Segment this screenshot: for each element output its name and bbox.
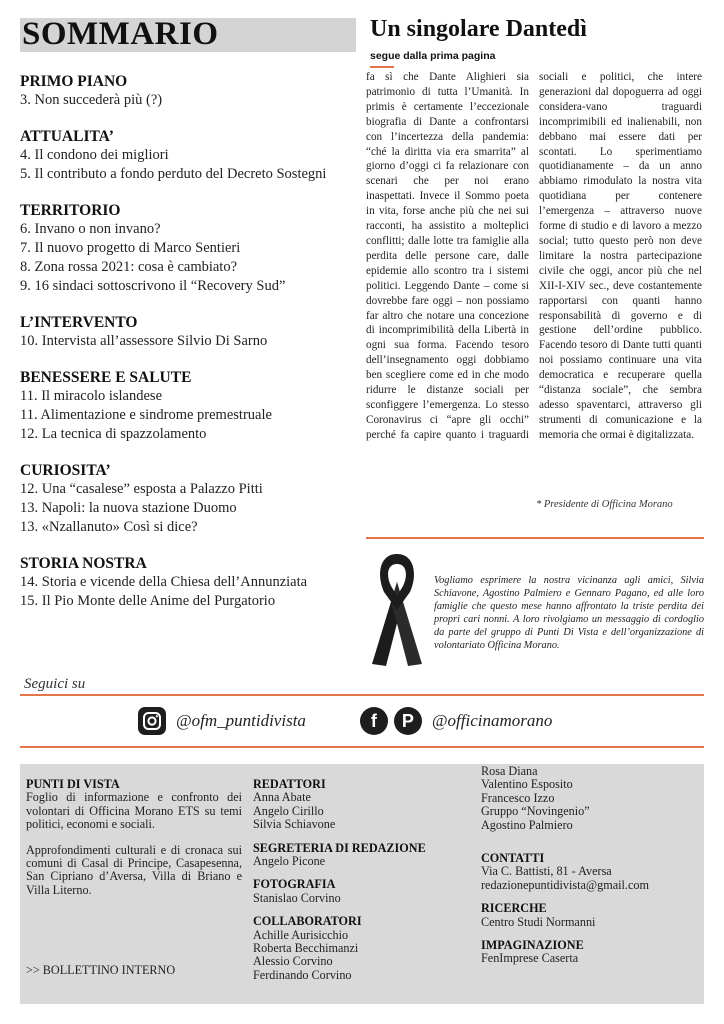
toc-item[interactable]: 12. Una “casalese” esposta a Palazzo Pitti: [20, 481, 263, 497]
staff-name: Silvia Schiavone: [253, 817, 336, 832]
toc-section-curiosita: [20, 461, 360, 537]
follow-us-label: Seguici su: [24, 676, 86, 692]
article-subtitle: segue dalla prima pagina: [370, 50, 496, 62]
instagram-handle[interactable]: @ofm_puntidivista: [176, 711, 306, 730]
staff-name: Anna Abate: [253, 790, 311, 805]
bollettino-label: >> BOLLETTINO INTERNO: [26, 963, 176, 977]
punti-di-vista-title: PUNTI DI VISTA: [26, 777, 120, 791]
toc-item[interactable]: 15. Il Pio Monte delle Anime del Purgatorio: [20, 593, 276, 609]
masthead-col-1: [26, 778, 242, 897]
instagram-icon[interactable]: [138, 707, 166, 735]
staff-name: Agostino Palmiero: [481, 817, 573, 832]
divider-line: [366, 537, 704, 539]
mourning-ribbon-icon: [366, 552, 428, 666]
sommario-header: [20, 18, 356, 52]
fotografia-title: FOTOGRAFIA: [253, 877, 336, 892]
punti-di-vista-coverage: Approfondimenti culturali e di cronaca sui comuni di Casal di Principe, Casapesenna, San Cipriano d’Aversa, Villa di Briano e Villa Literno.: [26, 842, 242, 897]
staff-name: FenImprese Caserta: [481, 951, 579, 966]
staff-name: Alessio Corvino: [253, 954, 333, 969]
toc-item[interactable]: 4. Il condono dei migliori: [20, 147, 169, 163]
toc-section-territorio: [20, 201, 360, 296]
collaboratori-title: COLLABORATORI: [253, 914, 362, 929]
staff-name: Gruppo “Novingenio”: [481, 804, 590, 819]
toc-item[interactable]: 13. «Nzallanuto» Così si dice?: [20, 519, 198, 535]
toc-item[interactable]: 10. Intervista all’assessore Silvio Di Sarno: [20, 333, 268, 349]
staff-name: Angelo Cirillo: [253, 803, 324, 818]
toc-section-primo-piano: [20, 72, 360, 110]
toc-section-intervento: [20, 313, 360, 351]
toc-section-benessere: [20, 368, 360, 444]
article-body: fa sì che Dante Alighieri sia patrimonio di tutta l’Umanità. In primis è certamente l’eccezionale biografia di Dante a confrontarsi con l’incertezza della pandemia: “ché la diritta via era smarrita” al giorno d’oggi ci fa relazionare con scenari che per noi erano inaspettati. Invece il Sommo poeta in vita, forse anche più che nei sui racconti, ha assistito a molteplici conflitti; dalle lotte tra famiglie alla perdita delle persone care, dalle epidemie allo scontro tra i sistemi politici. Leggendo Dante – come si dovrebbe fare oggi – non possiamo far altro che notare una concezione di incomprimibilità della Libertà in ogni sua forma. Facendo tesoro dell’insegnamento oggi dobbiamo ben scegliere come ed in che modo ridurre le distanze sociali per sconfiggere l’emergenza. Lo stesso Coronavirus ci “apre gli occhi” perché fa capire quanto i traguardi sociali e politici, che intere generazioni dal dopoguerra ad oggi considera-vano traguardi incomprimibili ed inalienabili, non debbano mai essere dati per scontati. Lo sperimentiamo quotidianamente – da un anno abbiamo rimodulato la nostra vita quotidiana per contenere l’emergenza – attraverso nuove forme di studio e di lavoro a mezzo social; tutto questo però non deve limitare la nostra partecipazione civile che oggi, ancor più che nel XII-I-XIV sec., deve costantemente rapportarsi con quanti hanno responsabilità di governo e di gestione dell’ordine pubblico. Facendo tesoro di Dante tutti quanti noi possiamo continuare una vita democratica e recuperare quella “distanza sociale”, che sembra adesso spaventarci, attraverso gli strumenti di comunicazione e la memoria che ormai è digitalizzata.: [366, 71, 702, 441]
toc-item[interactable]: 11. Alimentazione e sindrome premestruale: [20, 407, 272, 423]
ricerche-title: RICERCHE: [481, 901, 547, 916]
toc-section-title: BENESSERE E SALUTE: [20, 369, 192, 386]
facebook-icon[interactable]: f: [360, 707, 388, 735]
staff-name: Centro Studi Normanni: [481, 914, 596, 929]
staff-name: Ferdinando Corvino: [253, 967, 352, 982]
segreteria-title: SEGRETERIA DI REDAZIONE: [253, 840, 426, 855]
impaginazione-title: IMPAGINAZIONE: [481, 938, 584, 953]
toc-item[interactable]: 14. Storia e vicende della Chiesa dell’Annunziata: [20, 574, 308, 590]
toc-section-title: CURIOSITA’: [20, 462, 111, 479]
masthead-col-3: [481, 765, 701, 966]
facebook-handle[interactable]: @officinamorano: [431, 711, 553, 730]
toc-section-attualita: [20, 127, 360, 184]
staff-name: Stanislao Corvino: [253, 890, 341, 905]
article-signature: * Presidente di Officina Morano: [536, 499, 673, 510]
masthead-col-2: [253, 778, 468, 982]
staff-name: Valentino Esposito: [481, 777, 573, 792]
toc-section-title: STORIA NOSTRA: [20, 555, 147, 572]
toc-section-title: TERRITORIO: [20, 202, 121, 219]
divider-line: [20, 746, 704, 748]
contact-address: Via C. Battisti, 81 - Aversa: [481, 864, 612, 879]
toc-item[interactable]: 6. Invano o non invano?: [20, 221, 161, 237]
toc-item[interactable]: 11. Il miracolo islandese: [20, 388, 163, 404]
toc-item[interactable]: 12. La tecnica di spazzolamento: [20, 426, 207, 442]
toc-item[interactable]: 7. Il nuovo progetto di Marco Sentieri: [20, 240, 241, 256]
punti-di-vista-desc: Foglio di informazione e confronto dei volontari di Officina Morano ETS su temi politici, economi e sociali.: [26, 790, 242, 832]
staff-name: Francesco Izzo: [481, 790, 555, 805]
condolence-message: Vogliamo esprimere la nostra vicinanza agli amici, Silvia Schiavone, Agostino Palmiero e Gennaro Pagano, ed alle loro famiglie che questo mese hanno affrontato la triste perdita dei propri cari nonni. A loro rivolgiamo un messaggio di cordoglio da parte del gruppo di Punti Di Vista e dell’organizzazione di volontariato Officina Morano.: [434, 575, 704, 651]
staff-name: Angelo Picone: [253, 854, 326, 869]
divider-line: [20, 694, 704, 696]
toc-section-storia: [20, 554, 360, 611]
toc-item[interactable]: 8. Zona rossa 2021: cosa è cambiato?: [20, 259, 238, 275]
contact-email[interactable]: redazionepuntidivista@gmail.com: [481, 877, 649, 892]
redattori-title: REDATTORI: [253, 777, 326, 791]
contatti-title: CONTATTI: [481, 851, 545, 866]
staff-name: Roberta Becchimanzi: [253, 941, 359, 956]
toc-section-title: PRIMO PIANO: [20, 73, 128, 90]
masthead-box: [20, 764, 704, 1004]
subtitle-underline: [370, 66, 394, 68]
toc-item[interactable]: 3. Non succederà più (?): [20, 92, 163, 108]
social-links: [138, 706, 552, 736]
sommario-title: SOMMARIO: [22, 16, 219, 52]
staff-name: Achille Aurisicchio: [253, 927, 349, 942]
toc-item[interactable]: 13. Napoli: la nuova stazione Duomo: [20, 500, 237, 516]
table-of-contents: [20, 72, 360, 628]
toc-item[interactable]: 5. Il contributo a fondo perduto del Decreto Sostegni: [20, 166, 327, 182]
toc-section-title: L’INTERVENTO: [20, 314, 138, 331]
article-title: Un singolare Dantedì: [370, 16, 587, 42]
pinterest-icon[interactable]: P: [394, 707, 422, 735]
toc-section-title: ATTUALITA’: [20, 128, 114, 145]
staff-name: Rosa Diana: [481, 764, 538, 778]
toc-item[interactable]: 9. 16 sindaci sottoscrivono il “Recovery Sud”: [20, 278, 286, 294]
